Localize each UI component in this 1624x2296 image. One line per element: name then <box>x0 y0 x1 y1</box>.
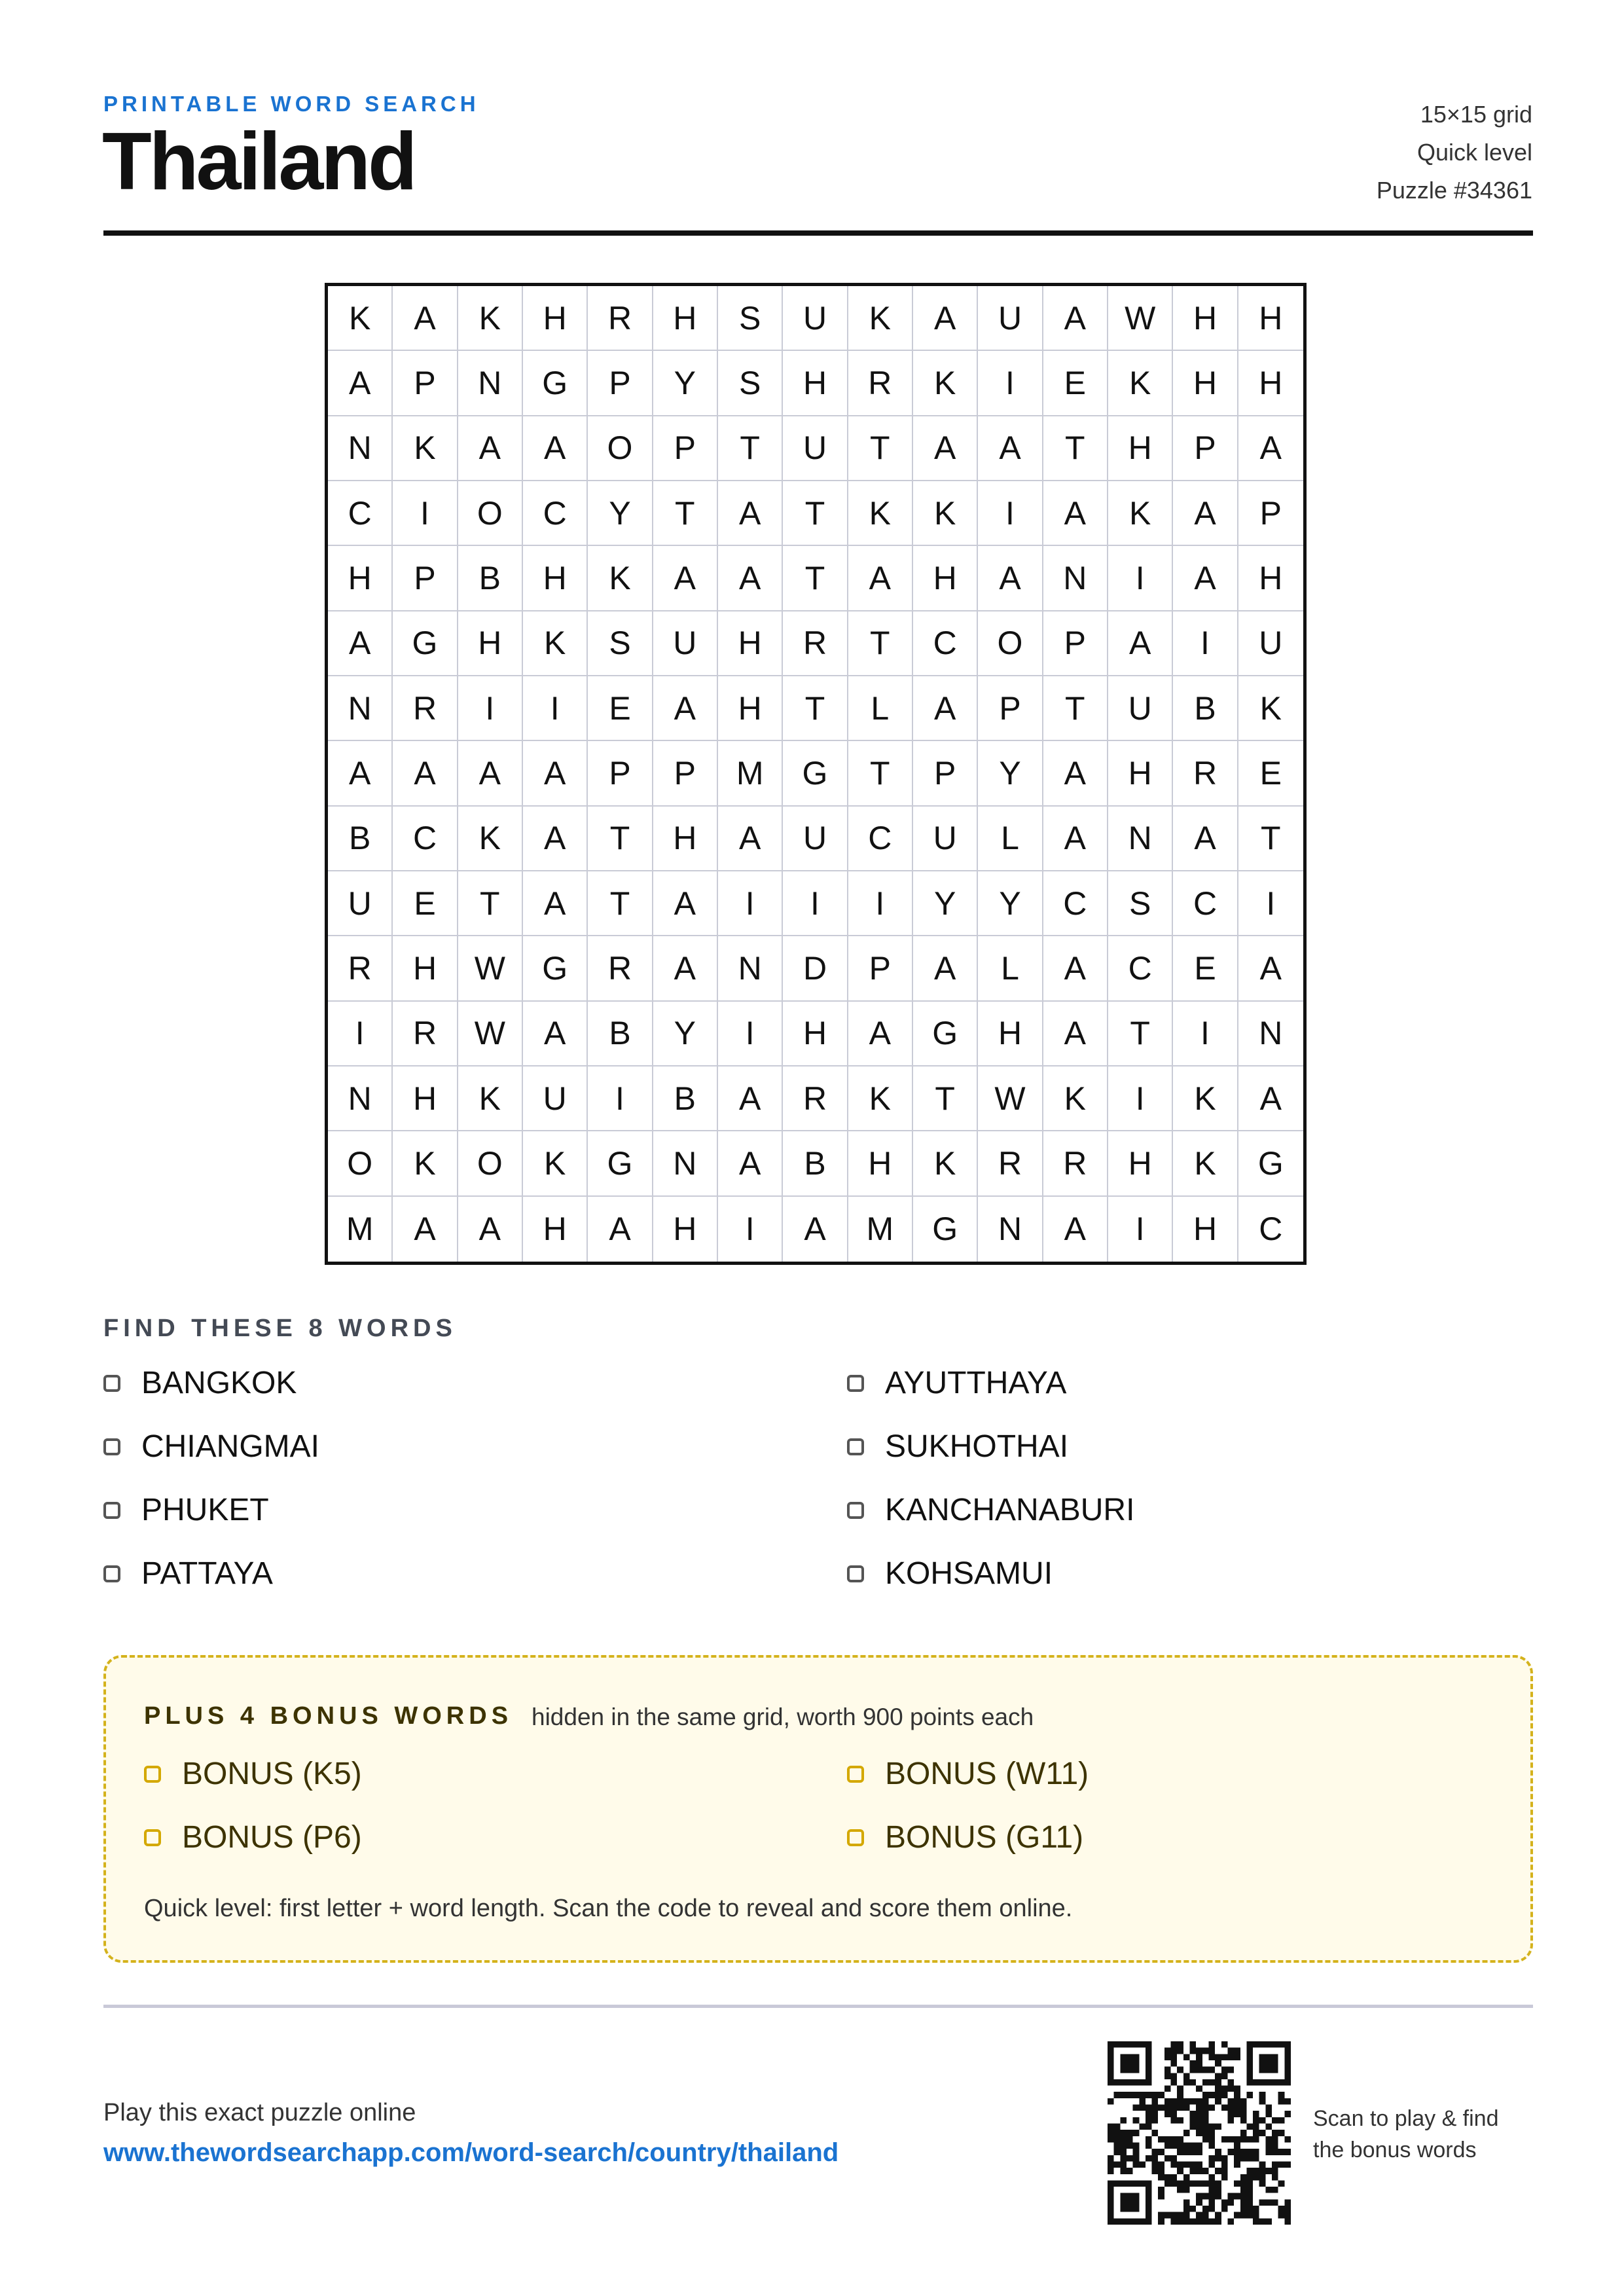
grid-cell[interactable]: E <box>1238 741 1303 806</box>
grid-cell[interactable]: A <box>523 741 588 806</box>
grid-cell[interactable]: A <box>653 871 718 936</box>
grid-cell[interactable]: C <box>1173 871 1238 936</box>
grid-cell[interactable]: Y <box>653 351 718 416</box>
grid-cell[interactable]: K <box>523 1131 588 1196</box>
grid-cell[interactable]: N <box>1238 1002 1303 1066</box>
grid-cell[interactable]: A <box>458 741 523 806</box>
grid-cell[interactable]: T <box>458 871 523 936</box>
grid-cell[interactable]: P <box>1043 611 1108 676</box>
grid-cell[interactable]: U <box>913 807 978 871</box>
grid-cell[interactable]: Y <box>978 741 1043 806</box>
grid-cell[interactable]: I <box>718 1197 783 1262</box>
grid-cell[interactable]: A <box>718 546 783 611</box>
grid-cell[interactable]: K <box>328 286 393 351</box>
bonus-item[interactable] <box>847 1756 1089 1792</box>
grid-cell[interactable]: A <box>718 1066 783 1131</box>
grid-cell[interactable]: H <box>848 1131 913 1196</box>
word-label: PHUKET <box>141 1493 269 1527</box>
grid-cell[interactable]: H <box>523 1197 588 1262</box>
grid-cell[interactable]: S <box>718 286 783 351</box>
checkbox-icon[interactable] <box>144 1829 161 1846</box>
grid-cell[interactable]: H <box>1173 351 1238 416</box>
grid-cell[interactable]: K <box>848 286 913 351</box>
grid-cell[interactable]: H <box>718 676 783 741</box>
grid-cell[interactable]: M <box>328 1197 393 1262</box>
grid-cell[interactable]: Y <box>653 1002 718 1066</box>
grid-cell[interactable]: U <box>1108 676 1173 741</box>
grid-cell[interactable]: A <box>848 1002 913 1066</box>
grid-cell[interactable]: N <box>653 1131 718 1196</box>
word-item[interactable] <box>103 1556 273 1592</box>
grid-cell[interactable]: N <box>328 1066 393 1131</box>
grid-cell[interactable]: H <box>978 1002 1043 1066</box>
grid-cell[interactable]: P <box>978 676 1043 741</box>
grid-cell[interactable]: C <box>328 481 393 546</box>
grid-cell[interactable]: N <box>458 351 523 416</box>
grid-cell[interactable]: I <box>1173 611 1238 676</box>
qr-caption <box>1313 2103 1523 2166</box>
grid-cell[interactable]: K <box>1043 1066 1108 1131</box>
grid-cell[interactable]: H <box>653 286 718 351</box>
footer-divider <box>103 2005 1533 2008</box>
bonus-note: Quick level: first letter + word length. Scan the code to reveal and score them online. <box>144 1895 1073 1922</box>
grid-cell[interactable]: K <box>848 1066 913 1131</box>
puzzle-meta <box>1377 96 1532 210</box>
grid-cell[interactable]: H <box>523 286 588 351</box>
grid-cell[interactable]: A <box>1238 1066 1303 1131</box>
grid-cell[interactable]: E <box>393 871 458 936</box>
grid-cell[interactable]: A <box>718 1131 783 1196</box>
grid-cell[interactable]: H <box>328 546 393 611</box>
grid-cell[interactable]: A <box>653 936 718 1001</box>
grid-cell[interactable]: T <box>848 611 913 676</box>
grid-cell[interactable]: I <box>1108 546 1173 611</box>
bonus-label: BONUS (P6) <box>182 1820 362 1855</box>
grid-cell[interactable]: T <box>1043 676 1108 741</box>
grid-cell[interactable]: H <box>913 546 978 611</box>
grid-cell[interactable]: M <box>848 1197 913 1262</box>
grid-cell[interactable]: C <box>1043 871 1108 936</box>
grid-cell[interactable]: A <box>1043 481 1108 546</box>
grid-cell[interactable]: K <box>523 611 588 676</box>
bonus-label: BONUS (W11) <box>885 1757 1089 1791</box>
grid-cell[interactable]: T <box>848 416 913 481</box>
grid-cell[interactable]: Y <box>978 871 1043 936</box>
bonus-subtitle: hidden in the same grid, worth 900 points each <box>532 1704 1034 1730</box>
grid-cell[interactable]: E <box>1173 936 1238 1001</box>
grid-cell[interactable]: U <box>328 871 393 936</box>
grid-cell[interactable]: A <box>393 1197 458 1262</box>
grid-cell[interactable]: K <box>588 546 653 611</box>
grid-cell[interactable]: H <box>1238 546 1303 611</box>
grid-cell[interactable]: A <box>523 1002 588 1066</box>
grid-cell[interactable]: A <box>1043 741 1108 806</box>
grid-cell[interactable]: B <box>783 1131 848 1196</box>
grid-cell[interactable]: W <box>458 1002 523 1066</box>
qr-code-icon[interactable] <box>1108 2041 1291 2225</box>
grid-cell[interactable]: H <box>523 546 588 611</box>
grid-cell[interactable]: A <box>393 741 458 806</box>
grid-cell[interactable]: P <box>393 546 458 611</box>
grid-cell[interactable]: U <box>783 807 848 871</box>
play-online-label: Play this exact puzzle online <box>103 2099 416 2126</box>
word-list-heading: FIND THESE 8 WORDS <box>103 1315 457 1342</box>
level-label: Quick level <box>1416 139 1532 166</box>
grid-cell[interactable]: T <box>718 416 783 481</box>
grid-cell[interactable]: T <box>1238 807 1303 871</box>
grid-cell[interactable]: K <box>913 1131 978 1196</box>
grid-cell[interactable]: I <box>978 481 1043 546</box>
grid-cell[interactable]: A <box>978 546 1043 611</box>
checkbox-icon[interactable] <box>847 1829 864 1846</box>
grid-cell[interactable]: I <box>393 481 458 546</box>
grid-cell[interactable]: A <box>458 416 523 481</box>
grid-cell[interactable]: E <box>588 676 653 741</box>
grid-cell[interactable]: P <box>913 741 978 806</box>
puzzle-url-link[interactable]: www.thewordsearchapp.com/word-search/country/thailand <box>103 2138 839 2167</box>
bonus-item[interactable] <box>847 1819 1083 1855</box>
grid-cell[interactable]: I <box>783 871 848 936</box>
bonus-item[interactable] <box>144 1819 362 1855</box>
grid-cell[interactable]: A <box>1043 807 1108 871</box>
grid-cell[interactable]: A <box>913 676 978 741</box>
grid-cell[interactable]: A <box>913 416 978 481</box>
grid-cell[interactable]: K <box>1108 351 1173 416</box>
grid-cell[interactable]: G <box>783 741 848 806</box>
grid-cell[interactable]: K <box>458 286 523 351</box>
grid-cell[interactable]: L <box>848 676 913 741</box>
grid-cell[interactable]: R <box>848 351 913 416</box>
grid-cell[interactable]: R <box>1173 741 1238 806</box>
grid-cell[interactable]: H <box>393 936 458 1001</box>
grid-cell[interactable]: E <box>1043 351 1108 416</box>
qr-caption-line: the bonus words <box>1313 2138 1477 2162</box>
grid-cell[interactable]: G <box>393 611 458 676</box>
grid-cell[interactable]: U <box>978 286 1043 351</box>
grid-cell[interactable]: R <box>328 936 393 1001</box>
grid-cell[interactable]: T <box>588 871 653 936</box>
grid-cell[interactable]: K <box>1173 1131 1238 1196</box>
checkbox-icon[interactable] <box>847 1502 864 1519</box>
grid-cell[interactable]: A <box>653 546 718 611</box>
grid-cell[interactable]: I <box>978 351 1043 416</box>
grid-cell[interactable]: A <box>913 286 978 351</box>
grid-cell[interactable]: U <box>523 1066 588 1131</box>
grid-cell[interactable]: G <box>523 351 588 416</box>
grid-cell[interactable]: A <box>1043 286 1108 351</box>
grid-cell[interactable]: B <box>653 1066 718 1131</box>
word-label: PATTAYA <box>141 1556 273 1591</box>
grid-cell[interactable]: C <box>913 611 978 676</box>
grid-cell[interactable]: A <box>718 481 783 546</box>
grid-cell[interactable]: K <box>393 1131 458 1196</box>
grid-cell[interactable]: Y <box>588 481 653 546</box>
word-item[interactable] <box>103 1365 297 1401</box>
grid-cell[interactable]: H <box>653 807 718 871</box>
grid-cell[interactable]: C <box>1108 936 1173 1001</box>
grid-cell[interactable]: C <box>1259 1211 1283 1248</box>
grid-cell[interactable]: P <box>1173 416 1238 481</box>
grid-cell[interactable]: I <box>458 676 523 741</box>
grid-cell[interactable]: K <box>393 416 458 481</box>
grid-cell[interactable]: P <box>653 741 718 806</box>
grid-cell[interactable]: W <box>1108 286 1173 351</box>
bonus-label: BONUS (K5) <box>182 1757 362 1791</box>
grid-cell[interactable]: S <box>588 611 653 676</box>
grid-cell[interactable]: R <box>393 676 458 741</box>
grid-cell[interactable]: A <box>588 1197 653 1262</box>
grid-cell[interactable]: B <box>588 1002 653 1066</box>
word-item[interactable] <box>847 1365 1066 1401</box>
grid-cell[interactable]: A <box>653 676 718 741</box>
grid-cell[interactable]: A <box>1108 611 1173 676</box>
grid-cell[interactable]: O <box>328 1131 393 1196</box>
grid-cell[interactable]: A <box>458 1197 523 1262</box>
grid-cell[interactable]: H <box>653 1197 718 1262</box>
checkbox-icon[interactable] <box>144 1766 161 1783</box>
grid-cell[interactable]: I <box>1108 1066 1173 1131</box>
grid-cell[interactable]: A <box>328 741 393 806</box>
grid-cell[interactable]: G <box>913 1197 978 1262</box>
word-item[interactable] <box>847 1556 1053 1592</box>
bonus-label: BONUS (G11) <box>885 1820 1084 1855</box>
grid-cell[interactable]: K <box>1108 481 1173 546</box>
grid-cell[interactable]: T <box>1108 1002 1173 1066</box>
grid-cell[interactable]: A <box>783 1197 848 1262</box>
grid-cell[interactable]: H <box>783 351 848 416</box>
grid-cell[interactable]: H <box>1238 286 1303 351</box>
grid-cell[interactable]: R <box>783 611 848 676</box>
grid-cell[interactable]: H <box>458 611 523 676</box>
grid-cell[interactable]: G <box>588 1131 653 1196</box>
grid-cell[interactable]: H <box>1108 416 1173 481</box>
word-label: BANGKOK <box>141 1366 297 1400</box>
grid-cell[interactable]: U <box>653 611 718 676</box>
grid-cell[interactable]: O <box>588 416 653 481</box>
grid-cell[interactable]: O <box>458 1131 523 1196</box>
grid-cell[interactable]: P <box>653 416 718 481</box>
grid-cell[interactable]: H <box>1173 1197 1238 1262</box>
checkbox-icon[interactable] <box>103 1438 120 1455</box>
grid-cell[interactable]: I <box>718 1002 783 1066</box>
grid-cell[interactable]: I <box>848 871 913 936</box>
grid-cell[interactable]: P <box>588 741 653 806</box>
word-label: KANCHANABURI <box>885 1493 1135 1527</box>
grid-cell[interactable]: A <box>523 871 588 936</box>
grid-cell[interactable]: U <box>783 416 848 481</box>
grid-cell[interactable]: A <box>328 351 393 416</box>
grid-cell[interactable]: K <box>913 351 978 416</box>
word-label: KOHSAMUI <box>885 1556 1053 1591</box>
grid-cell[interactable]: W <box>978 1066 1043 1131</box>
grid-cell[interactable]: T <box>783 676 848 741</box>
grid-cell[interactable]: N <box>718 936 783 1001</box>
bonus-panel <box>103 1655 1533 1963</box>
word-item[interactable] <box>103 1429 319 1465</box>
grid-cell[interactable]: H <box>783 1002 848 1066</box>
grid-cell[interactable]: K <box>1238 676 1303 741</box>
grid-cell[interactable]: T <box>913 1066 978 1131</box>
grid-cell[interactable]: U <box>1238 611 1303 676</box>
grid-cell[interactable]: M <box>718 741 783 806</box>
grid-cell[interactable]: K <box>913 481 978 546</box>
grid-cell[interactable]: P <box>393 351 458 416</box>
puzzle-number-label: Puzzle #34361 <box>1376 177 1532 204</box>
grid-cell[interactable]: I <box>588 1066 653 1131</box>
grid-cell[interactable]: N <box>1108 807 1173 871</box>
grid-cell[interactable]: A <box>523 416 588 481</box>
grid-cell[interactable]: P <box>1238 481 1303 546</box>
grid-cell[interactable]: A <box>1043 1197 1108 1262</box>
grid-cell[interactable]: H <box>718 611 783 676</box>
grid-cell[interactable]: K <box>1173 1066 1238 1131</box>
grid-cell[interactable]: G <box>523 936 588 1001</box>
grid-cell[interactable]: A <box>1043 936 1108 1001</box>
grid-cell[interactable]: R <box>1043 1131 1108 1196</box>
grid-cell[interactable]: A <box>393 286 458 351</box>
grid-cell[interactable]: C <box>848 807 913 871</box>
grid-cell[interactable]: U <box>783 286 848 351</box>
grid-size-label: 15×15 grid <box>1420 101 1532 128</box>
grid-cell[interactable]: A <box>848 546 913 611</box>
grid-cell[interactable]: H <box>1238 351 1303 416</box>
grid-cell[interactable]: I <box>1108 1197 1173 1262</box>
grid-cell[interactable]: B <box>458 546 523 611</box>
grid-cell[interactable]: R <box>588 936 653 1001</box>
grid-cell[interactable]: A <box>1173 807 1238 871</box>
grid-cell[interactable]: L <box>978 807 1043 871</box>
grid-cell[interactable]: T <box>588 807 653 871</box>
grid-cell[interactable]: R <box>978 1131 1043 1196</box>
checkbox-icon[interactable] <box>103 1565 120 1582</box>
header-divider <box>103 230 1533 236</box>
grid-cell[interactable]: A <box>1173 481 1238 546</box>
word-item[interactable] <box>103 1492 269 1528</box>
checkbox-icon[interactable] <box>847 1565 864 1582</box>
grid-cell[interactable]: A <box>913 936 978 1001</box>
grid-cell[interactable]: C <box>523 481 588 546</box>
grid-cell[interactable]: A <box>1238 416 1303 481</box>
grid-cell[interactable]: Y <box>913 871 978 936</box>
grid-cell[interactable]: N <box>1043 546 1108 611</box>
grid-cell[interactable]: A <box>1173 546 1238 611</box>
grid-cell[interactable]: T <box>653 481 718 546</box>
grid-cell[interactable]: R <box>393 1002 458 1066</box>
grid-cell[interactable]: I <box>1238 871 1303 936</box>
grid-cell[interactable]: R <box>783 1066 848 1131</box>
checkbox-icon[interactable] <box>103 1502 120 1519</box>
grid-cell[interactable]: T <box>1043 416 1108 481</box>
grid-cell[interactable]: N <box>978 1197 1043 1262</box>
grid-cell[interactable]: I <box>1173 1002 1238 1066</box>
grid-cell[interactable]: O <box>458 481 523 546</box>
grid-cell[interactable]: H <box>393 1066 458 1131</box>
grid-cell[interactable]: A <box>523 807 588 871</box>
grid-cell[interactable]: S <box>718 351 783 416</box>
grid-cell[interactable]: S <box>1108 871 1173 936</box>
grid-cell[interactable]: N <box>328 416 393 481</box>
grid-cell[interactable]: R <box>588 286 653 351</box>
grid-cell[interactable]: W <box>458 936 523 1001</box>
grid-cell[interactable]: T <box>783 481 848 546</box>
grid-cell[interactable]: H <box>1108 741 1173 806</box>
grid-cell[interactable]: I <box>718 871 783 936</box>
grid-cell[interactable]: P <box>588 351 653 416</box>
grid-cell[interactable]: A <box>1043 1002 1108 1066</box>
bonus-title: PLUS 4 BONUS WORDS <box>144 1702 513 1730</box>
word-item[interactable] <box>847 1429 1068 1465</box>
grid-cell[interactable]: C <box>393 807 458 871</box>
checkbox-icon[interactable] <box>847 1375 864 1392</box>
grid-cell[interactable]: G <box>1238 1131 1303 1196</box>
grid-cell[interactable]: A <box>718 807 783 871</box>
grid-cell[interactable]: O <box>978 611 1043 676</box>
grid-cell[interactable]: D <box>783 936 848 1001</box>
grid-cell[interactable]: P <box>848 936 913 1001</box>
grid-cell[interactable]: B <box>328 807 393 871</box>
grid-cell[interactable]: A <box>978 416 1043 481</box>
qr-caption-line: Scan to play & find <box>1313 2106 1499 2131</box>
grid-cell[interactable]: H <box>1173 286 1238 351</box>
word-label: SUKHOTHAI <box>885 1429 1069 1464</box>
grid-cell[interactable]: K <box>458 1066 523 1131</box>
grid-cell[interactable]: L <box>978 936 1043 1001</box>
grid-cell[interactable]: I <box>523 676 588 741</box>
grid-cell[interactable]: K <box>458 807 523 871</box>
page-title: Thailand <box>102 117 415 207</box>
bonus-item[interactable] <box>144 1756 362 1792</box>
checkbox-icon[interactable] <box>103 1375 120 1392</box>
grid-cell[interactable]: G <box>913 1002 978 1066</box>
page-kicker: PRINTABLE WORD SEARCH <box>103 92 480 116</box>
grid-cell[interactable]: H <box>1108 1131 1173 1196</box>
grid-cell[interactable]: A <box>1238 936 1303 1001</box>
grid-cell[interactable]: B <box>1173 676 1238 741</box>
checkbox-icon[interactable] <box>847 1766 864 1783</box>
grid-cell[interactable]: N <box>328 676 393 741</box>
grid-cell[interactable]: I <box>328 1002 393 1066</box>
word-label: AYUTTHAYA <box>885 1366 1067 1400</box>
grid-cell[interactable]: T <box>783 546 848 611</box>
letter-grid[interactable] <box>325 283 1307 1265</box>
grid-cell[interactable]: A <box>328 611 393 676</box>
grid-cell[interactable]: K <box>848 481 913 546</box>
checkbox-icon[interactable] <box>847 1438 864 1455</box>
word-label: CHIANGMAI <box>141 1429 320 1464</box>
word-item[interactable] <box>847 1492 1134 1528</box>
grid-cell[interactable]: T <box>848 741 913 806</box>
